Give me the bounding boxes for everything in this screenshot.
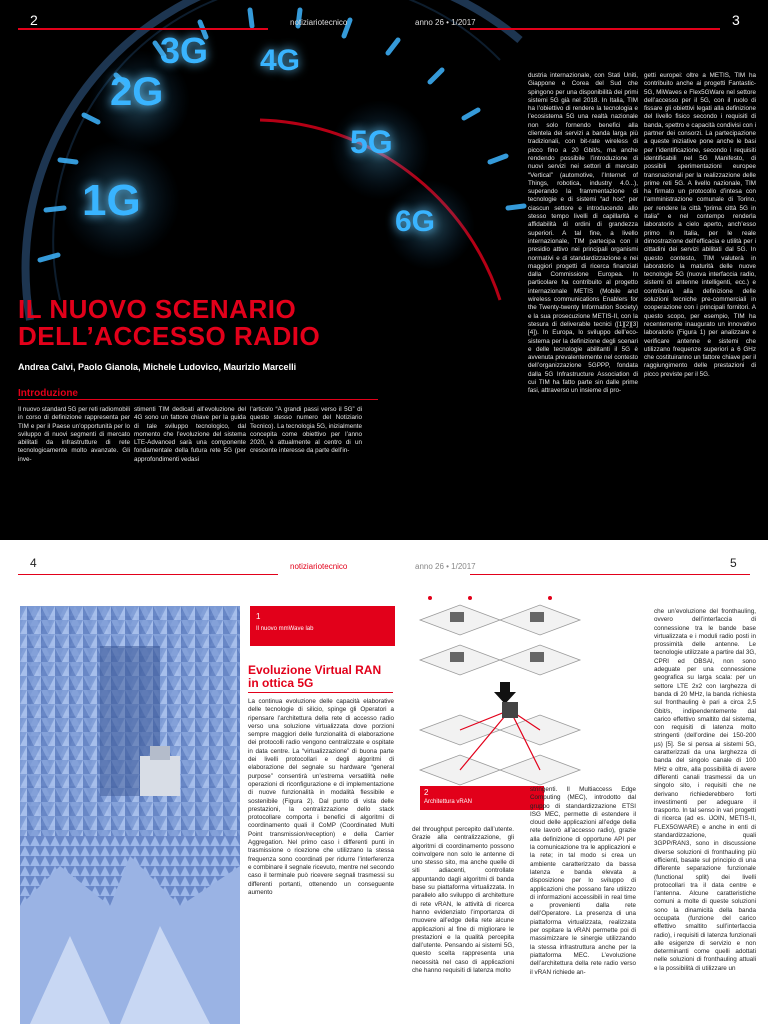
- vran-architecture-diagram: [410, 590, 610, 790]
- body-column-4: dustria internazionale, con Stati Uniti, Giappone e Corea del Sud che spingono per una disponibilità dei primi sistemi 5G già nel 2018. In Italia, TIM ha l’obiettivo di rendere la tecnologia e l’ecosistema 5G una realtà nazionale non solo fornendo benefici alla clientela dei servizi a banda larga più tradizionali, con bit-rate wireless di picco fino a 20 Gbit/s, ma anche rendendo possibile l’introduzione di nuovi servizi nei settori di mercato “Vertical” (automotive, l’Internet of Things, robotica, industry 4.0...), superando la frammentazione di tecnologie e di sistemi “ad hoc” per ciascun settore e introducendo allo stesso tempo livelli di capillarità e affidabilità di ordini di grandezza superiori. A tal fine, a livello internazionale, TIM partecipa con il presidio attivo nei principali organismi normativi e di standardizzazione e nei maggiori progetti di ricerca finanziati dalla Commissione Europea. In particolare ha contribuito al progetto internazionale METIS (Mobile and wireless communications Enablers for the Twenty-twenty Information Society) e la sua prosecuzione METIS-II, con la stesura di deliverable tecnici ([1][2][3][4]). In Europa, lo sviluppo dell’eco-sistema per la definizione degli scenari e delle tecnologie abilitanti il 5G è avvenuta prevalentemente nel contesto dell’organizzazione 5GPPP, fondata dalla 5G Infrastructure Association di cui TIM ha fatto parte sin dalle prime fasi, attraverso un insieme di pro-: [528, 72, 638, 395]
- hero-label-5g: 5G: [350, 124, 393, 160]
- bottom-header-rule-left: [18, 574, 278, 575]
- hero-label-2g: 2G: [110, 70, 164, 114]
- section-title-rule: [248, 692, 393, 693]
- body-column-a: La continua evoluzione delle capacità elaborative delle tecnologie di silicio, spinge gli Operatori a ripensare l’architettura della rete di accesso radio verso una soluzione virtualizzata dove porzioni sempre maggiori delle funzionalità di elaborazione dei protocolli radio vengono centralizzate e ospitate in data centre. La “virtualizzazione” di buona parte dei livelli protocollari e degli algoritmi di elaborazione del segnale su hardware “general purpose” consentirà un’estrema versatilità nelle operazioni di riconfigurazione e di implementazione di nuove funzionalità in modalità flessibile e sostenibile (Figura 2). Dal punto di vista delle prestazioni, la centralizzazione dello stack protocollare comporta i benefici di algoritmi di coordinamento quali il CoMP (Coordinated Multi Point transmission/reception) e della Carrier Aggregation. Nel primo caso i differenti punti in trasmissione o ricezione che utilizzano la stessa frequenza sono coordinati per ridurre l’interferenza e combinare il segnale ricevuto, mentre nel secondo caso il terminale può ricevere segnali trasmessi su differenti portanti, ottenendo un conseguente aumento: [248, 698, 394, 896]
- article-title-line2: DELL’ACCESSO RADIO: [18, 321, 321, 351]
- body-column-3: l’articolo “A grandi passi verso il 5G” di questo stesso numero del Notiziario Tecnico). La tecnologia 5G, inizialmente concepita come obiettivo per l’anno 2020, è attualmente al centro di un crescente interesse da parte dell’in-: [250, 406, 362, 455]
- body-column-c: stringenti. Il Multiaccess Edge Computing (MEC), introdotto dal gruppo di standardizzazione ETSI ISG MEC, permette di estendere il cloud delle applicazioni all’edge della rete lavorò all’accesso radio), grazie alla definizione di opportune API per la comunicazione tra le applicazioni e la rete; in tal modo si crea un ambiente caratterizzato da bassa latenza e banda elevata a disposizione per lo sviluppo di applicazioni che possano fare utilizzo di informazioni accessibili in real time e provenienti dalla rete dell’Operatore. La presenza di una piattaforma virtualizzata, realizzata per ospitare la vRAN permette poi di massimizzare le sinergie utilizzando la stessa infrastruttura anche per la piattaforma MEC. L’evoluzione dell’architettura della rete radio verso il vRAN richiede an-: [530, 786, 636, 976]
- body-column-d: che un’evoluzione del fronthauling, ovvero dell’interfaccia di connessione tra le bande base virtualizzata e i moduli radio posti in prossimità delle antenne. Le tecnologie utilizzate a partire dal 3G, CPRI ed OBSAI, non sono adeguate per una connessione geografica su larga scala: per un settore LTE 2x2 con larghezza di banda di 20 MHz, la banda richiesta sul fronthauling è pari a circa 2,5 Gbit/s, indipendentemente dal carico effettivo smaltito dal sistema, con requisiti di latenza molto stringenti (dell’ordine dei 150-200 µs) [5]. Se si pensa ai sistemi 5G, caratterizzati da una larghezza di banda del singolo canale di 100 MHz e oltre, alla possibilità di avere differenti canali trasmessi da un singolo sito, i requisiti che ne derivano richiederebbero forti investimenti per adeguare il trasporto. In tal senso in vari progetti di ricerca (ad es. iJOIN, METIS-II, FLEX5GWARE) e anche in enti di standardizzazione, quali 3GPP/RAN3, sono in discussione diverse soluzioni di fronthauling più efficienti, basate sul principio di una differente separazione funzionale (functional split) dei livelli protocollari tra il data centre e l’antenna. Alcune caratteristiche comuni a molte di queste soluzioni sono la dinamicità della banda occupata (funzione del carico effettivo smaltito sull’interfaccia radio), i requisiti di latenza funzionali alle esigenze di servizio e non determinanti come quelli adottati nelle soluzioni di fronthauling attuali e la possibilità di utilizzare un: [654, 608, 756, 972]
- body-column-5: getti europei: oltre a METIS, TIM ha contribuito anche ai progetti Fantastic-5G, MiWaves e Flex5GWare nel settore dell’accesso per il 5G, con il ruolo di fissare gli obiettivi legati alla definizione del livello fisico secondo i requisiti di banda, spettro e capacità condivisi con i partner dei consorzi. La partecipazione a queste iniziative pone anche le basi per l’identificazione, secondo i requisiti identificabili nel 5G Manifesto, di possibili sperimentazioni europee transnazionali per la realizzazione delle prime reti 5G. A livello nazionale, TIM ha firmato un protocollo d’intesa con l’amministrazione comunale di Torino, per rendere la città “prima città 5G in Italia” e nel contempo renderla laboratorio a cielo aperto, anch’esso primo in Italia, per le reale dimostrazione dell’efficacia e utilità per i cittadini dei servizi abilitati dal 5G. In questo contesto, TIM valuterà in laboratorio la maturità delle nuove tecnologie 5G (nuova interfaccia radio, sistemi di antenne intelligenti, ecc.) e contribuirà alla definizione delle soluzioni tecniche pre-commerciali in cooperazione con i principali fornitori. A questo scopo, per esempio, TIM ha recentemente inaugurato un innovativo laboratorio (Figura 1) per analizzare e verificare antenne e sistemi che utilizzano frequenze superiori a 6 GHz che costituiranno un fattore chiave per il raggiungimento delle prestazioni di picco previste per il 5G.: [644, 72, 756, 378]
- hero-label-3g: 3G: [160, 30, 209, 71]
- body-column-1: Il nuovo standard 5G per reti radiomobili in corso di definizione rappresenta per TIM e per il Paese un’opportunità per lo sviluppo di nuovi segmenti di mercato abilitati da infrastrutture di rete tecnologicamente molto avanzate. Gli inve-: [18, 406, 131, 463]
- page-number-right: 3: [732, 12, 740, 28]
- page-number-4: 4: [30, 556, 37, 570]
- figure1-number: 1: [256, 612, 261, 621]
- bottom-header-rule-right: [470, 574, 750, 575]
- bottom-magazine-name: notiziariotecnico: [290, 562, 348, 571]
- body-column-2: stimenti TIM dedicati all’evoluzione del 4G sono un fattore chiave per la guida di tale sviluppo tecnologico, dal momento che l’evoluzione del sistema LTE-Advanced sarà una componente fondamentale della futura rete 5G (per approfondimenti vedasi: [134, 406, 246, 463]
- figure1-caption-box: [250, 606, 395, 646]
- hero-label-4g: 4G: [260, 44, 301, 77]
- page-number-5: 5: [730, 556, 737, 570]
- figure2-caption: Architettura vRAN: [424, 799, 473, 805]
- magazine-name: notiziariotecnico: [290, 18, 348, 27]
- page-number-left: 2: [30, 12, 38, 28]
- bottom-issue-label: anno 26 • 1/2017: [415, 562, 476, 571]
- header-rule-left: [18, 28, 268, 30]
- figure2-caption-box: [420, 786, 544, 810]
- figure2-number: 2: [424, 788, 429, 797]
- body-column-b: del throughput percepito dall’utente. Grazie alla centralizzazione, gli algoritmi di coordinamento possono coinvolgere non solo le antenne di uno stesso sito, ma anche quelle di siti adiacenti, controllate appuntando dagli algoritmi di banda base su piattaforma virtualizzata. In parallelo allo sviluppo di architetture di rete vRAN, le attività di ricerca hanno evidenziato l’importanza di muovere all’edge della rete alcune applicazioni al fine di migliorare le prestazioni e la qualità percepita dall’utente. Pensando ai sistemi 5G, questo scelta rappresenta una necessità nel caso di applicazioni che hanno requisiti di latenza molto: [412, 826, 514, 975]
- hero-label-1g: 1G: [82, 176, 141, 225]
- section-title-virtual-ran: Evoluzione Virtual RAN in ottica 5G: [248, 663, 382, 690]
- article-title: [18, 296, 378, 350]
- spread-pages-4-5: [0, 540, 768, 1024]
- header-rule-right: [470, 28, 720, 30]
- hero-label-6g: 6G: [395, 205, 436, 238]
- issue-label: anno 26 • 1/2017: [415, 18, 476, 27]
- authors: Andrea Calvi, Paolo Gianola, Michele Ludovico, Maurizio Marcelli: [18, 362, 297, 372]
- mmwave-lab-photo: [20, 606, 240, 1024]
- section-heading-rule: [18, 399, 378, 400]
- figure1-caption: Il nuovo mmWave lab: [256, 626, 314, 632]
- article-title-line1: IL NUOVO SCENARIO: [18, 294, 297, 324]
- section-heading-introduzione: Introduzione: [18, 388, 78, 399]
